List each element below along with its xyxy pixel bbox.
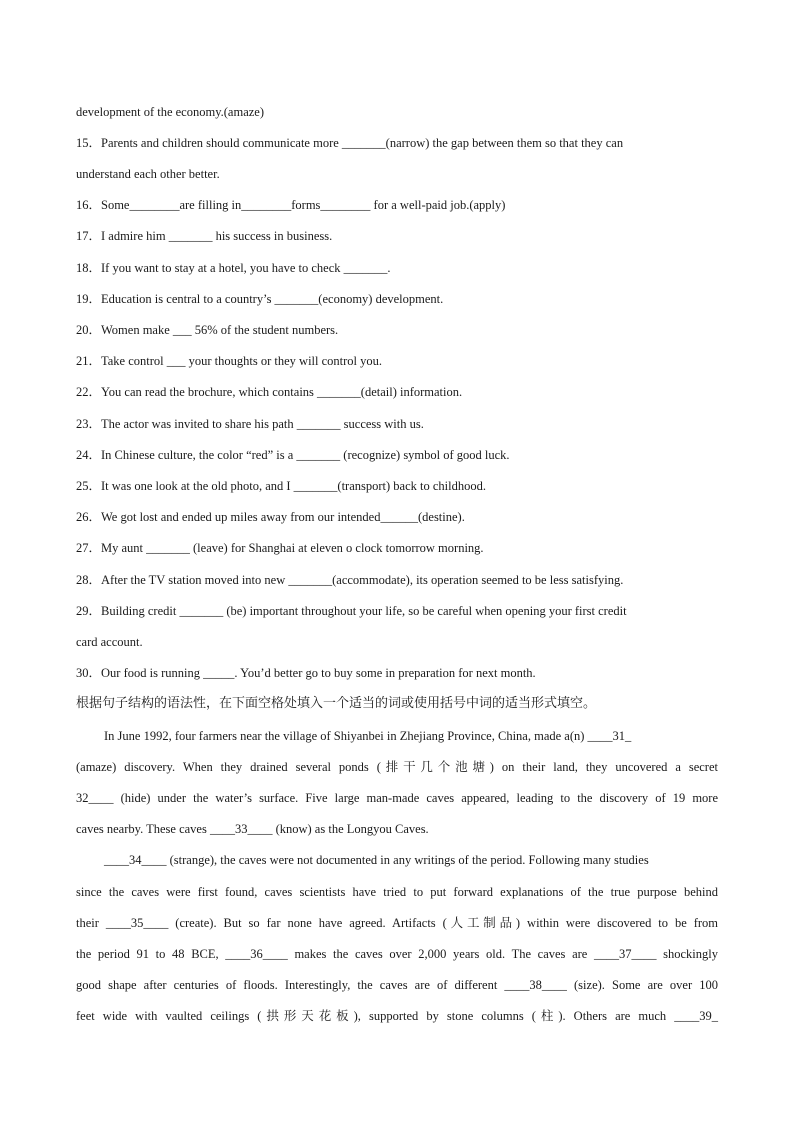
question-19: 19．Education is central to a country’s _______(economy) development. bbox=[76, 292, 444, 306]
passage-line: their ____35____ (create). But so far none have agreed. Artifacts (人工制品) within were discovered to be from bbox=[76, 916, 718, 930]
passage-line: feet wide with vaulted ceilings (拱形天花板), supported by stone columns (柱). Others are much ____39_ bbox=[76, 1009, 718, 1023]
question-27: 27．My aunt _______ (leave) for Shanghai at eleven o clock tomorrow morning. bbox=[76, 541, 484, 555]
text-line: card account. bbox=[76, 635, 143, 649]
question-26: 26．We got lost and ended up miles away from our intended______(destine). bbox=[76, 510, 465, 524]
passage-line: since the caves were first found, caves scientists have tried to put forward explanations of the true purpose behind bbox=[76, 885, 718, 899]
passage-line: In June 1992, four farmers near the village of Shiyanbei in Zhejiang Province, China, made a(n) ____31_ bbox=[104, 729, 632, 743]
question-21: 21．Take control ___ your thoughts or they will control you. bbox=[76, 354, 383, 368]
question-16: 16．Some________are filling in________forms________ for a well-paid job.(apply) bbox=[76, 198, 506, 212]
passage-line: (amaze) discovery. When they drained several ponds (排干几个池塘) on their land, they uncovered a secret bbox=[76, 760, 718, 774]
question-23: 23．The actor was invited to share his path _______ success with us. bbox=[76, 417, 424, 431]
question-25: 25．It was one look at the old photo, and I _______(transport) back to childhood. bbox=[76, 479, 486, 493]
section-instruction: 根据句子结构的语法性，在下面空格处填入一个适当的词或使用括号中词的适当形式填空。 bbox=[76, 696, 597, 711]
question-22: 22．You can read the brochure, which contains _______(detail) information. bbox=[76, 385, 463, 399]
passage-line: 32____ (hide) under the water’s surface. Five large man-made caves appeared, leading to the discovery of 19 more bbox=[76, 791, 718, 805]
passage-line: good shape after centuries of floods. Interestingly, the caves are of different ____38____ (size). Some are over 100 bbox=[76, 978, 718, 992]
question-28: 28．After the TV station moved into new _______(accommodate), its operation seemed to be less satisfying. bbox=[76, 573, 624, 587]
passage-line: the period 91 to 48 BCE, ____36____ makes the caves over 2,000 years old. The caves are ____37____ shockingly bbox=[76, 947, 718, 961]
passage-line: ____34____ (strange), the caves were not documented in any writings of the period. Following many studies bbox=[104, 853, 649, 867]
question-30: 30．Our food is running _____. You’d better go to buy some in preparation for next month. bbox=[76, 666, 536, 680]
text-line: understand each other better. bbox=[76, 167, 220, 181]
question-24: 24．In Chinese culture, the color “red” is a _______ (recognize) symbol of good luck. bbox=[76, 448, 510, 462]
question-17: 17．I admire him _______ his success in business. bbox=[76, 229, 333, 243]
question-20: 20．Women make ___ 56% of the student numbers. bbox=[76, 323, 339, 337]
question-18: 18．If you want to stay at a hotel, you have to check _______. bbox=[76, 261, 391, 275]
text-line: development of the economy.(amaze) bbox=[76, 105, 264, 119]
question-15: 15．Parents and children should communicate more _______(narrow) the gap between them so that they can bbox=[76, 136, 624, 150]
passage-line: caves nearby. These caves ____33____ (know) as the Longyou Caves. bbox=[76, 822, 429, 836]
question-29: 29．Building credit _______ (be) important throughout your life, so be careful when opening your first credit bbox=[76, 604, 627, 618]
